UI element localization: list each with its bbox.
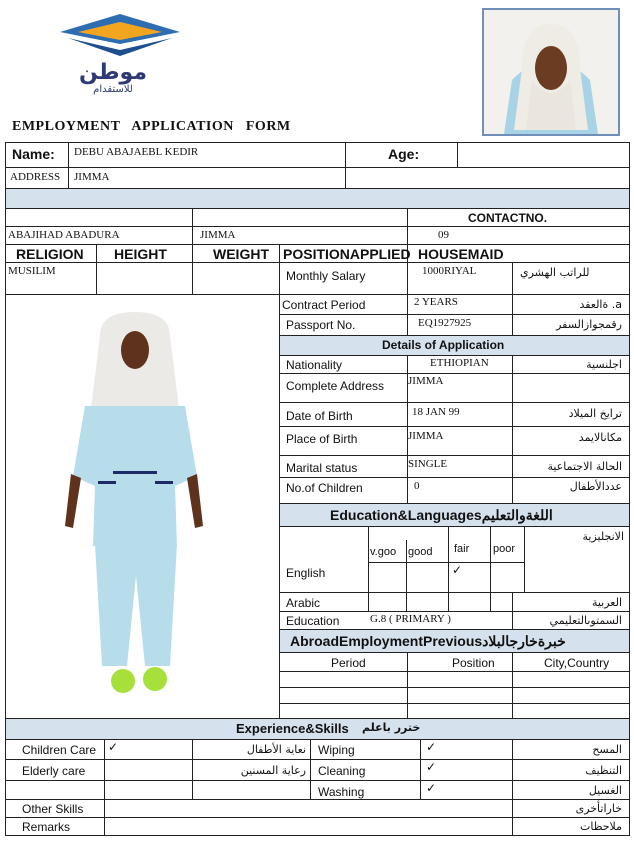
skill-children-care: Children Care	[22, 743, 97, 757]
position-abroad-header: Position	[452, 656, 495, 670]
contact-number: 09	[438, 229, 449, 241]
age-label: Age:	[388, 146, 420, 162]
contract-label: Contract Period	[282, 298, 366, 312]
english-arabic: الانجليزية	[582, 530, 624, 543]
form-title: EMPLOYMENT APPLICATION FORM	[12, 119, 291, 134]
skill-wiping-check: ✓	[426, 740, 437, 754]
english-fair-check: ✓	[452, 563, 463, 577]
salary-value: 1000RIYAL	[422, 265, 477, 277]
nationality-value: ETHIOPIAN	[430, 357, 489, 369]
position-value: HOUSEMAID	[418, 246, 504, 262]
position-header: POSITIONAPPLIED	[283, 246, 411, 262]
contact-label: CONTACTNO.	[468, 211, 548, 225]
salary-label: Monthly Salary	[286, 269, 366, 283]
education-label: Education	[286, 614, 340, 628]
dob-arabic: ترايخ الميلاد	[568, 407, 622, 420]
address-value: JIMMA	[74, 171, 110, 183]
logo-arabic-name: موطن	[79, 60, 147, 85]
good-header: good	[408, 546, 433, 558]
pob-value: JIMMA	[408, 430, 444, 442]
skill-cleaning-check: ✓	[426, 760, 437, 774]
education-value: G.8 ( PRIMARY )	[370, 613, 451, 625]
nationality-label: Nationality	[286, 358, 343, 372]
portrait-photo	[482, 8, 620, 136]
remarks-label: Remarks	[22, 820, 71, 834]
skill-cleaning-arabic: التنظيف	[585, 764, 622, 777]
children-label: No.of Children	[286, 481, 363, 495]
city-country-header: City,Country	[544, 656, 610, 670]
pob-label: Place of Birth	[286, 432, 358, 446]
dob-value: 18 JAN 99	[412, 406, 460, 418]
other-skills-arabic: خاراتأخرى	[575, 802, 622, 815]
english-label: English	[286, 566, 326, 580]
skill-wiping: Wiping	[318, 743, 355, 757]
details-title: Details of Application	[382, 338, 505, 352]
arabic-label: Arabic	[286, 596, 321, 610]
skill-children-care-check: ✓	[108, 740, 119, 754]
education-title: Education&Languagesاللغةوالتعليم	[330, 507, 553, 523]
logo-arabic-subtitle: للاستقدام	[93, 84, 133, 95]
religion-value: MUSILIM	[8, 265, 56, 277]
address-full-label: Complete Address	[286, 379, 385, 393]
experience-title-arabic: خترر باعلم	[362, 721, 421, 734]
passport-label: Passport No.	[286, 318, 356, 332]
skill-children-care-arabic: نعاية الأطفال	[246, 743, 306, 756]
full-body-photo	[5, 296, 234, 716]
salary-arabic: للراتب الهشري	[520, 266, 590, 279]
fair-header: fair	[454, 543, 470, 555]
weight-header: WEIGHT	[213, 246, 269, 262]
section-divider-bar	[5, 188, 630, 208]
skill-elderly-care-arabic: رعاية المسنين	[240, 764, 306, 777]
skill-cleaning: Cleaning	[318, 764, 366, 778]
arabic-arabic: العربية	[591, 596, 622, 609]
skill-washing-arabic: الغسيل	[588, 784, 622, 797]
pob-arabic: مكانالايمد	[578, 431, 622, 444]
contact-city: JIMMA	[200, 229, 236, 241]
vgood-header: v.goo	[370, 546, 397, 558]
skill-wiping-arabic: المسح	[592, 743, 622, 756]
skill-washing: Washing	[318, 785, 365, 799]
address-full-value: JIMMA	[408, 375, 444, 387]
passport-arabic: رقمجوازالسفر	[556, 318, 622, 331]
education-arabic: السمتوىالتعليمي	[549, 614, 622, 627]
religion-header: RELIGION	[16, 246, 84, 262]
contract-arabic: a. ةالعقد	[579, 298, 622, 311]
marital-label: Marital status	[286, 461, 358, 475]
period-header: Period	[331, 656, 366, 670]
remarks-arabic: ملاحظات	[580, 820, 622, 833]
abroad-title: AbroadEmploymentPreviousخبرةخارجالبلاد	[290, 633, 566, 649]
marital-value: SINGLE	[408, 458, 448, 470]
address-label: ADDRESS	[10, 171, 61, 183]
nationality-arabic: اجلنسية	[586, 358, 622, 371]
marital-arabic: الحالة الاجتماعية	[547, 460, 622, 473]
passport-value: EQ1927925	[418, 317, 472, 329]
height-header: HEIGHT	[114, 246, 167, 262]
name-value: DEBU ABAJAEBL KEDIR	[74, 146, 199, 158]
contact-person: ABAJIHAD ABADURA	[8, 229, 120, 241]
experience-title: Experience&Skills	[236, 721, 349, 736]
contract-value: 2 YEARS	[414, 296, 458, 308]
skill-elderly-care: Elderly care	[22, 764, 86, 778]
skill-washing-check: ✓	[426, 781, 437, 795]
children-value: 0	[414, 480, 420, 492]
dob-label: Date of Birth	[286, 409, 353, 423]
poor-header: poor	[493, 543, 516, 555]
name-label: Name:	[12, 146, 55, 162]
other-skills-label: Other Skills	[22, 802, 84, 816]
children-arabic: عددالأطفال	[569, 480, 622, 493]
